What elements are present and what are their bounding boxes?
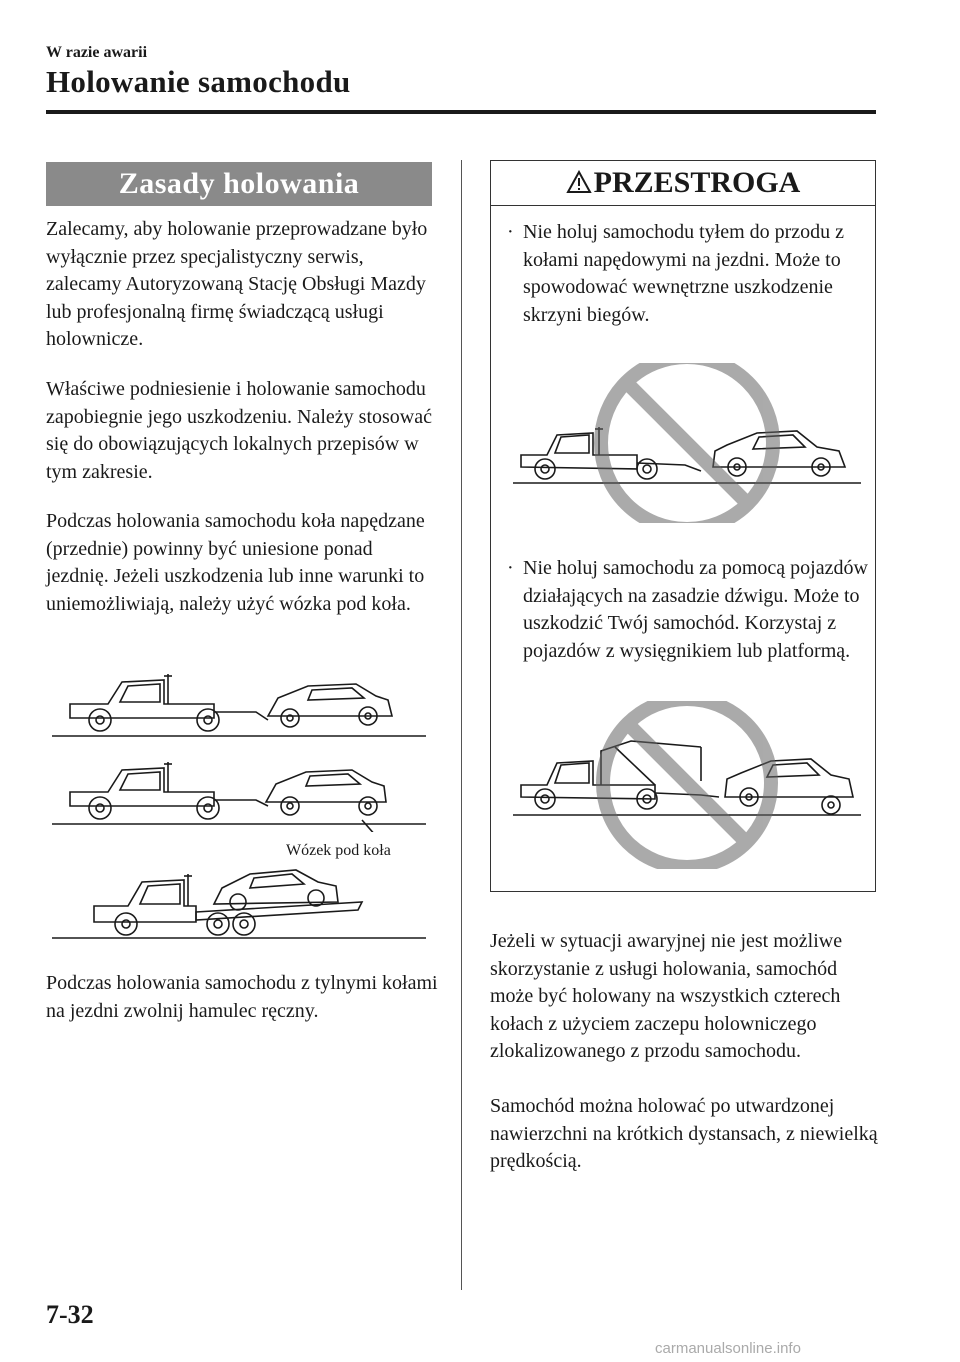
dolly-label: Wózek pod koła — [286, 842, 391, 859]
caution-bullet-2 — [505, 555, 873, 665]
column-divider — [461, 160, 462, 1290]
caution-header — [491, 161, 875, 206]
prohibited-reverse-tow-illustration — [505, 363, 865, 523]
caution-box — [490, 160, 876, 892]
paragraph-emergency-tow: Jeżeli w sytuacji awaryjnej nie jest możliwe skorzystanie z usługi holowania, samochód może być holowany na wszystkich czterech kołach z użyciem zaczepu holowniczego zlokalizowanego z przodu samochodu. — [490, 930, 843, 1062]
caution-bullet-1 — [505, 219, 873, 329]
watermark: carmanualsonline.info — [655, 1340, 801, 1357]
section-heading: Zasady holowania — [46, 162, 432, 206]
paragraph-proper-lifting: Właściwe podniesienie i holowanie samochodu zapobiegnie jego uszkodzeniu. Należy stosować się do obowiązujących lokalnych przepisów w tym zakresie. — [46, 378, 432, 483]
flatbed-tow-illustration — [46, 860, 430, 944]
prohibition-sign-icon — [603, 701, 771, 867]
paragraph-parking-brake: Podczas holowania samochodu z tylnymi kołami na jezdni zwolnij hamulec ręczny. — [46, 972, 438, 1022]
bullet-dot: · — [507, 221, 514, 243]
header-rule — [46, 110, 876, 114]
caution-bullet-1-text: Nie holuj samochodu tyłem do przodu z kołami napędowymi na jezdni. Może to spowodować wewnętrzne uszkodzenie skrzyni biegów. — [523, 221, 845, 326]
bullet-dot: · — [507, 557, 514, 579]
paragraph-recommendation: Zalecamy, aby holowanie przeprowadzane było wyłącznie przez specjalistyczny serwis, zalecamy Autoryzowaną Stację Obsługi Mazdy lub profesjonalną firmę świadczącą usługi holownicze. — [46, 218, 428, 350]
dolly-tow-illustration — [46, 760, 430, 832]
page-number: 7-32 — [46, 1300, 94, 1329]
section-label: W razie awarii — [46, 44, 148, 61]
prohibited-crane-tow-illustration — [505, 701, 865, 869]
paragraph-tow-conditions: Samochód można holować po utwardzonej nawierzchni na krótkich dystansach, z niewielką prędkością. — [490, 1095, 878, 1172]
page-title: Holowanie samochodu — [46, 64, 351, 99]
caution-bullet-2-text: Nie holuj samochodu za pomocą pojazdów działających na zasadzie dźwigu. Może to uszkodzić Twój samochód. Korzystaj z pojazdów z wysięgnikiem lub platformą. — [523, 557, 868, 662]
warning-triangle-icon — [566, 170, 592, 194]
paragraph-drive-wheels: Podczas holowania samochodu koła napędzane (przednie) powinny być uniesione ponad jezdnię. Jeżeli uszkodzenia lub inne warunki to uniemożliwiają, należy użyć wózka pod koła. — [46, 510, 425, 615]
prohibition-sign-icon — [601, 363, 773, 523]
wheel-lift-tow-illustration — [46, 668, 430, 744]
caution-title: PRZESTROGA — [593, 166, 801, 199]
